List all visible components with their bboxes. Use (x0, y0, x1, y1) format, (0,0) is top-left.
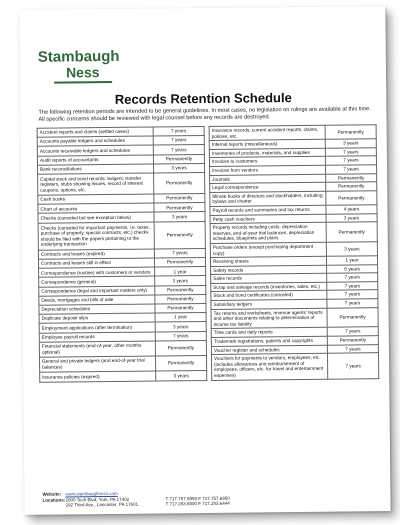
retention-period: 3 years (325, 139, 376, 148)
record-type: Bank reconciliations (37, 164, 153, 174)
retention-period: Permanently (326, 190, 377, 205)
record-type: Depreciation schedules (39, 304, 155, 314)
record-type: Invoices from vendors (210, 165, 326, 175)
retention-period: Permanently (155, 355, 206, 371)
retention-period: Permanently (155, 294, 206, 304)
retention-period: Permanently (326, 182, 377, 191)
footer (42, 488, 372, 508)
table-row (211, 353, 378, 380)
retention-period: Permanently (155, 303, 206, 313)
record-type: Insurance policies (expired) (40, 371, 156, 382)
retention-period: 3 years (156, 371, 207, 381)
record-type: Minute books of directors and stockholders, including bylaws and charter (210, 191, 326, 206)
retention-period: 7 years (326, 165, 377, 174)
record-type: Invoices to customers (209, 157, 325, 167)
record-type: Correspondence (legal and important matters only) (39, 286, 155, 296)
retention-period: 7 years (154, 248, 205, 258)
retention-period: 7 years (325, 156, 376, 165)
retention-period: 1 year (326, 256, 377, 265)
record-type: Inventories of products, materials, and supplies (209, 148, 325, 158)
retention-period: 7 years (327, 282, 378, 291)
table-row (211, 307, 378, 329)
record-type: Checks (canceled but see exception below) (38, 213, 154, 223)
table-row (40, 355, 207, 372)
retention-period: Permanently (154, 258, 205, 268)
retention-table-right (209, 124, 380, 380)
table-row (38, 172, 205, 195)
retention-period: Permanently (327, 336, 378, 345)
record-type: Correspondence (general) (39, 276, 155, 286)
locations-label: Locations: (42, 497, 66, 503)
retention-period: 7 years (327, 273, 378, 282)
retention-period: 7 years (153, 127, 204, 137)
retention-period: Permanently (155, 340, 206, 356)
page-title: Records Retention Schedule (114, 90, 292, 107)
record-type: Duplicate deposit slips (39, 313, 155, 323)
record-type: Audit reports of accountants (37, 155, 153, 165)
logo-rule (54, 81, 112, 84)
retention-period: Permanently (326, 173, 377, 182)
retention-period: 7 years (327, 344, 378, 353)
table-row (40, 371, 207, 382)
retention-period: 7 years (327, 290, 378, 299)
address-york: 2000 Tech Blvd, York, PA 17402 (65, 496, 130, 503)
retention-period: Permanently (325, 125, 376, 140)
website-label: Website: (42, 491, 62, 497)
record-type: Sales records (211, 274, 327, 284)
document-page (19, 6, 390, 515)
retention-period: 7 years (155, 331, 206, 341)
website-link[interactable]: www.stambaughness.com (65, 490, 118, 497)
retention-period: Permanently (327, 307, 378, 327)
record-type: Contracts and leases still in effect (38, 258, 154, 268)
record-type: Scrap and salvage records (inventories, sales, etc.) (211, 282, 327, 292)
address-lancaster: 292 Third Ave., Lancaster, PA 17601 (65, 501, 139, 508)
retention-period: 1 year (155, 267, 206, 277)
retention-period: 3 years (326, 213, 377, 222)
record-type: Checks (canceled for important payments, i.e. taxes, purchase of property, special contracts, etc.) checks should be filed with the papers pertaining to the underlying transaction (38, 222, 154, 250)
retention-period: 4 years (326, 205, 377, 214)
retention-period: Permanently (154, 221, 205, 249)
table-row (38, 221, 205, 250)
record-type: Accounts receivable ledgers and schedules (37, 145, 153, 155)
retention-period: 7 years (153, 136, 204, 146)
retention-period: 6 years (327, 264, 378, 273)
table-row (39, 340, 206, 357)
record-type: Property records including costs, depreciation reserves, end-of-year trial balances, depreciation schedules, blueprints and plans (210, 222, 326, 243)
record-type: Accident reports and claims (settled cases) (37, 127, 153, 137)
retention-period: Permanently (155, 285, 206, 295)
retention-period: Permanently (153, 154, 204, 164)
record-type: Employee payroll records (39, 332, 155, 342)
phone-york: T 717.757.6999 F 717.757.6950 (165, 495, 230, 502)
record-type: Voucher register and schedules (211, 345, 327, 355)
record-type: Trademark registrations, patents and copyrights (211, 336, 327, 346)
record-type: Payroll records and summaries and tax returns (210, 205, 326, 215)
logo-line-1: Stambaugh (37, 47, 120, 66)
record-type: Legal correspondence (210, 182, 326, 192)
retention-tables (37, 124, 380, 382)
record-type: Chart of accounts (38, 203, 154, 213)
retention-period: 7 years (327, 327, 378, 336)
retention-period: 3 years (154, 212, 205, 222)
intro-paragraph: The following retention periods are intended to be general guidelines. In most cases, no legislation on rulings are available at this time. All specific concerns should be reviewed with legal counsel before any records are destroyed. (38, 106, 371, 123)
retention-period: 7 years (327, 353, 378, 379)
retention-period: 3 years (326, 242, 377, 257)
record-type: Internal reports (miscellaneous) (209, 139, 325, 149)
record-type: Contracts and leases (expired) (38, 249, 154, 259)
record-type: Employment applications (after termination) (39, 322, 155, 332)
record-type: Petty cash vouchers (210, 214, 326, 224)
record-type: Financial statements (end-of-year, other months optional) (39, 341, 155, 357)
retention-period: Permanently (154, 194, 205, 204)
retention-period: Permanently (154, 203, 205, 213)
record-type: Insurance records, current accident reports, claims, policies, etc. (209, 125, 325, 140)
retention-period: 1 year (155, 313, 206, 323)
record-type: Purchase orders (except purchasing department copy) (210, 242, 326, 257)
record-type: Receiving sheets (210, 256, 326, 266)
record-type: Time cards and daily reports (211, 328, 327, 338)
retention-period: 3 years (153, 163, 204, 173)
record-type: Subsidiary ledgers (211, 299, 327, 309)
record-type: Accounts payable ledgers and schedules (37, 136, 153, 146)
record-type: Correspondence (routine) with customers or vendors (39, 267, 155, 277)
record-type: General and private ledgers (and end-of-year trial balances) (40, 356, 156, 372)
record-type: Journals (210, 174, 326, 184)
record-type: Stock and bond certificates (canceled) (211, 291, 327, 301)
locations-label-spacer (43, 503, 66, 509)
retention-period: 7 years (327, 299, 378, 308)
retention-period: 3 years (155, 276, 206, 286)
retention-period: 7 years (325, 147, 376, 156)
record-type: Safety records (211, 265, 327, 275)
record-type: Vouchers for payments to vendors, employees, etc. (includes allowances and reimbursement of employees, officers, etc. for travel and entertainment expenses) (211, 353, 327, 380)
record-type: Tax returns and worksheets, revenue agents' reports and other documents relating to determination of income tax liability (211, 308, 327, 329)
phone-lancaster: T 717.283.6500 F 717.283.6444 (165, 500, 230, 507)
record-type: Deeds, mortgages and bills of sale (39, 295, 155, 305)
retention-period: 7 years (153, 145, 204, 155)
retention-table-left (37, 126, 208, 382)
company-logo (38, 49, 120, 84)
record-type: Capital stock and bond records: ledgers, transfer registers, stubs showing issues, record of interest coupons, options, etc. (38, 173, 154, 195)
retention-period: 3 years (155, 322, 206, 332)
record-type: Cash books (38, 194, 154, 204)
logo-line-2: Ness (65, 64, 100, 81)
table-row (210, 222, 377, 244)
retention-period: Permanently (154, 172, 205, 194)
retention-period: Permanently (326, 222, 377, 242)
